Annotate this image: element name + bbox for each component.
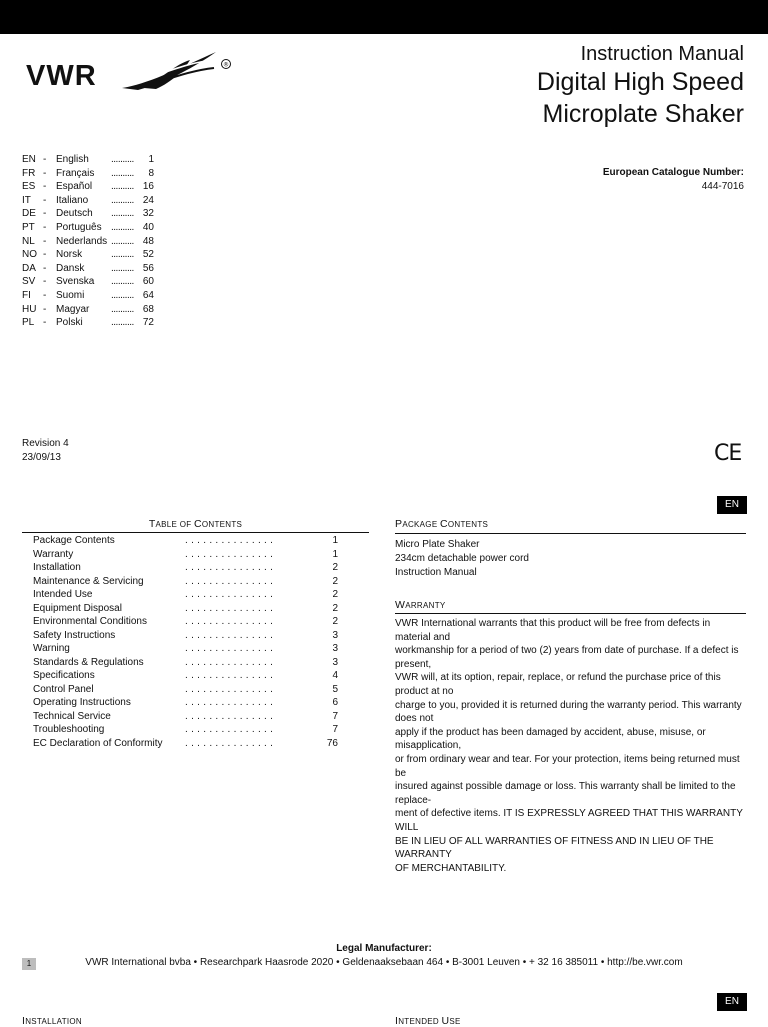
language-row [22, 248, 154, 262]
language-page: 40 [142, 221, 154, 233]
toc-row [22, 575, 369, 589]
warranty-line: insured against possible damage or loss. This warranty shall be limited to the replace- [395, 781, 736, 806]
toc-label: Technical Service [33, 710, 111, 722]
toc-page: 7 [332, 710, 338, 722]
language-name: Deutsch [56, 208, 93, 220]
toc-row [22, 588, 369, 602]
language-dash: - [43, 289, 47, 301]
warranty-line: charge to you, provided it is returned during the warranty period. This warranty does not [395, 699, 742, 725]
installation-heading: INSTALLATION [22, 1015, 83, 1027]
language-dash: - [43, 221, 47, 233]
toc-row [22, 548, 369, 562]
package-divider [395, 533, 746, 534]
toc-page: 2 [332, 575, 338, 587]
warranty-heading: WARRANTY [395, 599, 446, 611]
language-page: 32 [142, 208, 154, 220]
leader-dots: .......... [111, 303, 134, 315]
leader-dots: ............... [185, 616, 277, 627]
toc-row [22, 710, 369, 724]
toc-row [22, 696, 369, 710]
language-page: 56 [142, 262, 154, 274]
language-code: DA [22, 262, 36, 274]
toc-row [22, 642, 369, 656]
leader-dots: .......... [111, 194, 134, 206]
language-code: FR [22, 167, 36, 179]
language-row [22, 167, 154, 181]
language-name: Polski [56, 317, 83, 329]
language-page: 52 [142, 249, 154, 261]
language-page: 1 [148, 154, 154, 165]
manufacturer-address: VWR International bvba • Researchpark Haasrode 2020 • Geldenaaksebaan 464 • B-3001 Leuven • + 32 16 385011 • http://be.vwr.com [85, 957, 683, 968]
language-dash: - [43, 235, 47, 247]
toc-label: Troubleshooting [33, 724, 105, 735]
language-row [22, 316, 154, 330]
language-dash: - [43, 249, 47, 261]
package-item: Micro Plate Shaker [395, 539, 480, 550]
toc-label: Standards & Regulations [33, 656, 144, 668]
language-code: PT [22, 221, 35, 233]
leader-dots: .......... [111, 221, 134, 233]
language-dash: - [43, 208, 47, 220]
catalogue-number: 444-7016 [701, 181, 744, 192]
toc-label: Environmental Conditions [33, 616, 147, 627]
toc-row [22, 602, 369, 616]
language-dash: - [43, 262, 47, 274]
leader-dots: ............... [185, 683, 277, 695]
revision-date: 23/09/13 [22, 452, 61, 463]
warranty-divider [395, 613, 746, 614]
language-code: SV [22, 276, 36, 288]
language-name: Español [56, 181, 93, 193]
language-code: HU [22, 303, 37, 315]
toc-label: Maintenance & Servicing [33, 575, 144, 587]
warranty-line: VWR will, at its option, repair, replace, or refund the purchase price of this product at no [395, 672, 721, 697]
language-dash: - [43, 167, 47, 179]
toc-label: Warning [33, 643, 70, 654]
intended-use-heading: INTENDED USE [395, 1015, 461, 1027]
leader-dots: .......... [111, 154, 134, 165]
toc-row [22, 629, 369, 643]
leader-dots: .......... [111, 167, 134, 179]
toc-row [22, 683, 369, 697]
language-name: Português [56, 221, 102, 233]
language-row [22, 303, 154, 317]
language-name: Suomi [56, 289, 85, 301]
language-name: Italiano [56, 194, 89, 206]
language-code: FI [22, 289, 31, 301]
toc-row [22, 615, 369, 629]
leader-dots: .......... [111, 249, 134, 261]
warranty-line: or from ordinary wear and tear. For your protection, items being returned must be [395, 753, 740, 779]
leader-dots: .......... [111, 181, 134, 193]
leader-dots: ............... [185, 710, 277, 722]
package-item: 234cm detachable power cord [395, 553, 529, 564]
manual-label: Instruction Manual [580, 43, 744, 65]
leader-dots: .......... [111, 208, 134, 220]
package-contents-heading: PACKAGE CONTENTS [395, 518, 489, 530]
toc-label: Operating Instructions [33, 697, 131, 708]
revision-number: Revision 4 [22, 438, 69, 449]
leader-dots: ............... [185, 656, 277, 668]
language-dash: - [43, 181, 47, 193]
toc-row [22, 737, 369, 751]
leader-dots: .......... [111, 235, 134, 247]
toc-row [22, 561, 369, 575]
language-dash: - [43, 194, 47, 206]
table-of-contents [22, 534, 369, 750]
vwr-swoosh-icon [118, 48, 242, 94]
toc-label: Installation [33, 562, 81, 573]
language-row [22, 262, 154, 276]
warranty-line: OF MERCHANTABILITY. [395, 862, 507, 874]
language-row [22, 289, 154, 303]
toc-page: 4 [332, 670, 338, 681]
toc-row [22, 723, 369, 737]
toc-label: EC Declaration of Conformity [33, 737, 163, 749]
toc-label: Equipment Disposal [33, 602, 122, 614]
language-code: NL [22, 235, 35, 247]
warranty-line: ment of defective items. IT IS EXPRESSLY AGREED THAT THIS WARRANTY WILL [395, 808, 743, 833]
language-page: 48 [142, 235, 154, 247]
toc-page: 2 [332, 602, 338, 614]
toc-row [22, 669, 369, 683]
ce-mark-icon: CE [714, 441, 742, 466]
toc-page: 2 [332, 562, 338, 573]
toc-page: 76 [326, 737, 338, 749]
leader-dots: .......... [111, 276, 134, 288]
leader-dots: ............... [185, 737, 277, 749]
language-name: English [56, 154, 89, 165]
toc-page: 1 [332, 548, 338, 560]
warranty-line: VWR International warrants that this product will be free from defects in material and [395, 618, 711, 643]
top-black-bar [0, 0, 768, 34]
leader-dots: ............... [185, 602, 277, 614]
language-name: Svenska [56, 276, 95, 288]
leader-dots: ............... [185, 589, 277, 600]
leader-dots: .......... [111, 262, 134, 274]
language-page: 8 [148, 167, 154, 179]
legal-manufacturer-label: Legal Manufacturer: [336, 943, 432, 954]
language-page: 64 [142, 289, 154, 301]
language-dash: - [43, 276, 47, 288]
language-name: Magyar [56, 303, 90, 315]
leader-dots: ............... [185, 629, 277, 641]
leader-dots: ............... [185, 548, 277, 560]
language-code: DE [22, 208, 36, 220]
warranty-line: workmanship for a period of two (2) years from date of purchase. If a defect is present, [395, 645, 739, 670]
toc-label: Specifications [33, 670, 95, 681]
toc-page: 2 [332, 589, 338, 600]
language-code: IT [22, 194, 31, 206]
toc-row [22, 656, 369, 670]
language-dash: - [43, 317, 47, 329]
toc-page: 7 [332, 724, 338, 735]
language-row [22, 153, 154, 167]
language-code: PL [22, 317, 35, 329]
language-index [22, 153, 154, 330]
package-contents-list [395, 538, 529, 580]
leader-dots: ............... [185, 562, 277, 573]
language-badge: EN [717, 993, 747, 1011]
leader-dots: .......... [111, 289, 134, 301]
leader-dots: ............... [185, 670, 277, 681]
language-row [22, 235, 154, 249]
leader-dots: .......... [111, 317, 134, 329]
language-name: Norsk [56, 249, 83, 261]
language-page: 60 [142, 276, 154, 288]
language-row [22, 207, 154, 221]
toc-label: Package Contents [33, 535, 115, 546]
warranty-text [395, 617, 746, 875]
toc-row [22, 534, 369, 548]
toc-page: 6 [332, 697, 338, 708]
language-name: Nederlands [56, 235, 108, 247]
toc-page: 2 [332, 616, 338, 627]
logo-text: VWR [26, 60, 97, 92]
language-row [22, 194, 154, 208]
catalogue-label: European Catalogue Number: [602, 167, 744, 178]
revision-info [22, 437, 69, 465]
language-dash: - [43, 154, 47, 165]
leader-dots: ............... [185, 697, 277, 708]
language-page: 24 [142, 194, 154, 206]
toc-page: 5 [332, 683, 338, 695]
page-number: 1 [22, 958, 36, 970]
leader-dots: ............... [185, 535, 277, 546]
registered-mark: ® [223, 61, 229, 69]
toc-page: 3 [332, 629, 338, 641]
language-page: 16 [142, 181, 154, 193]
language-name: Français [56, 167, 95, 179]
warranty-line: BE IN LIEU OF ALL WARRANTIES OF FITNESS AND IN LIEU OF THE WARRANTY [395, 835, 714, 861]
language-code: NO [22, 249, 37, 261]
language-row [22, 221, 154, 235]
language-code: ES [22, 181, 36, 193]
leader-dots: ............... [185, 575, 277, 587]
leader-dots: ............... [185, 643, 277, 654]
language-row [22, 275, 154, 289]
language-page: 68 [142, 303, 154, 315]
product-title-line1: Digital High Speed [536, 68, 744, 96]
toc-label: Intended Use [33, 589, 93, 600]
toc-page: 3 [332, 643, 338, 654]
toc-heading: TABLE OF CONTENTS [148, 518, 243, 530]
package-item: Instruction Manual [395, 567, 477, 578]
language-code: EN [22, 154, 36, 165]
toc-label: Warranty [33, 548, 74, 560]
language-dash: - [43, 303, 47, 315]
language-name: Dansk [56, 262, 85, 274]
toc-label: Control Panel [33, 683, 94, 695]
product-title-line2: Microplate Shaker [542, 100, 744, 128]
leader-dots: ............... [185, 724, 277, 735]
vwr-logo [22, 48, 242, 94]
language-row [22, 180, 154, 194]
language-page: 72 [142, 317, 154, 329]
toc-label: Safety Instructions [33, 629, 116, 641]
warranty-line: apply if the product has been damaged by accident, abuse, misuse, or misapplication, [395, 726, 706, 752]
toc-page: 3 [332, 656, 338, 668]
toc-page: 1 [332, 535, 338, 546]
language-badge: EN [717, 496, 747, 514]
toc-divider [22, 532, 369, 533]
